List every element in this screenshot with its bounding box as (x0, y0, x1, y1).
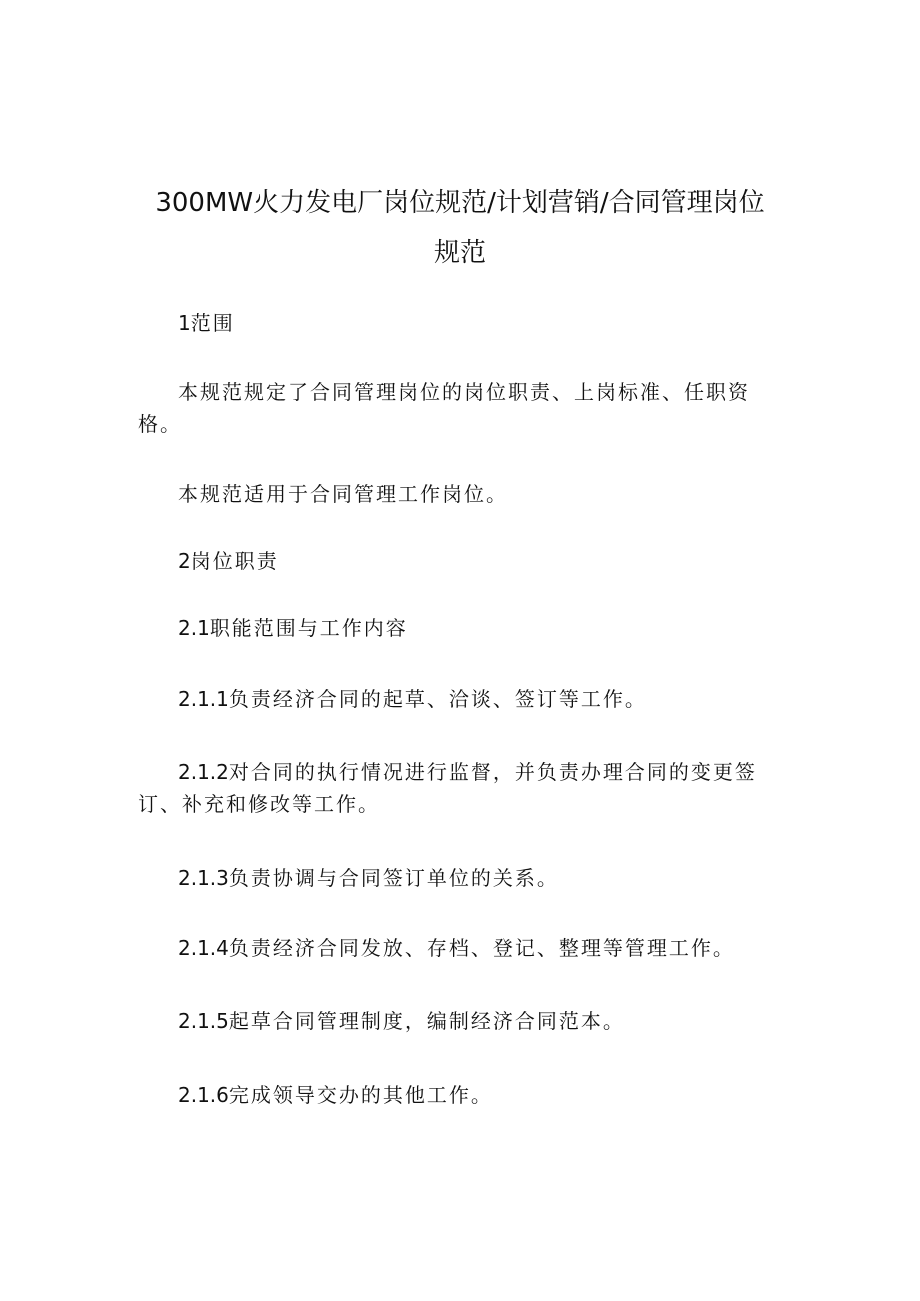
section-number: 2 (178, 549, 191, 573)
subsection-heading (138, 612, 780, 644)
item-text: 起草合同管理制度，编制经济合同范本。 (228, 1009, 625, 1033)
duty-item (138, 932, 780, 964)
document-title: 300MW火力发电厂岗位规范/计划营销/合同管理岗位规范 (155, 188, 765, 268)
item-number: 2.1.3 (178, 866, 229, 890)
duty-item (138, 1079, 780, 1111)
item-text: 负责经济合同发放、存档、登记、整理等管理工作。 (228, 936, 735, 960)
section-duties-heading (138, 545, 780, 577)
item-text: 负责经济合同的起草、洽谈、签订等工作。 (228, 687, 647, 711)
paragraph-text: 本规范适用于合同管理工作岗位。 (178, 482, 508, 506)
item-number: 2.1.2 (178, 760, 229, 784)
section-text: 岗位职责 (190, 549, 279, 573)
duty-item (138, 756, 780, 820)
item-text: 完成领导交办的其他工作。 (228, 1083, 493, 1107)
item-number: 2.1.5 (178, 1009, 229, 1033)
section-text: 范围 (190, 311, 235, 335)
duty-item (138, 683, 780, 715)
paragraph-scope-applicability (138, 478, 780, 510)
paragraph-scope-definition (138, 376, 780, 440)
duty-item (138, 1005, 780, 1037)
section-text: 职能范围与工作内容 (209, 616, 408, 640)
item-number: 2.1.6 (178, 1083, 229, 1107)
duty-item (138, 862, 780, 894)
item-text: 负责协调与合同签订单位的关系。 (228, 866, 559, 890)
paragraph-text: 本规范规定了合同管理岗位的岗位职责、上岗标准、任职资格。 (138, 380, 750, 436)
section-scope-heading (138, 307, 780, 339)
item-number: 2.1.4 (178, 936, 229, 960)
item-text: 对合同的执行情况进行监督，并负责办理合同的变更签订、补充和修改等工作。 (138, 760, 757, 816)
section-number: 2.1 (178, 616, 210, 640)
section-number: 1 (178, 311, 191, 335)
item-number: 2.1.1 (178, 687, 229, 711)
